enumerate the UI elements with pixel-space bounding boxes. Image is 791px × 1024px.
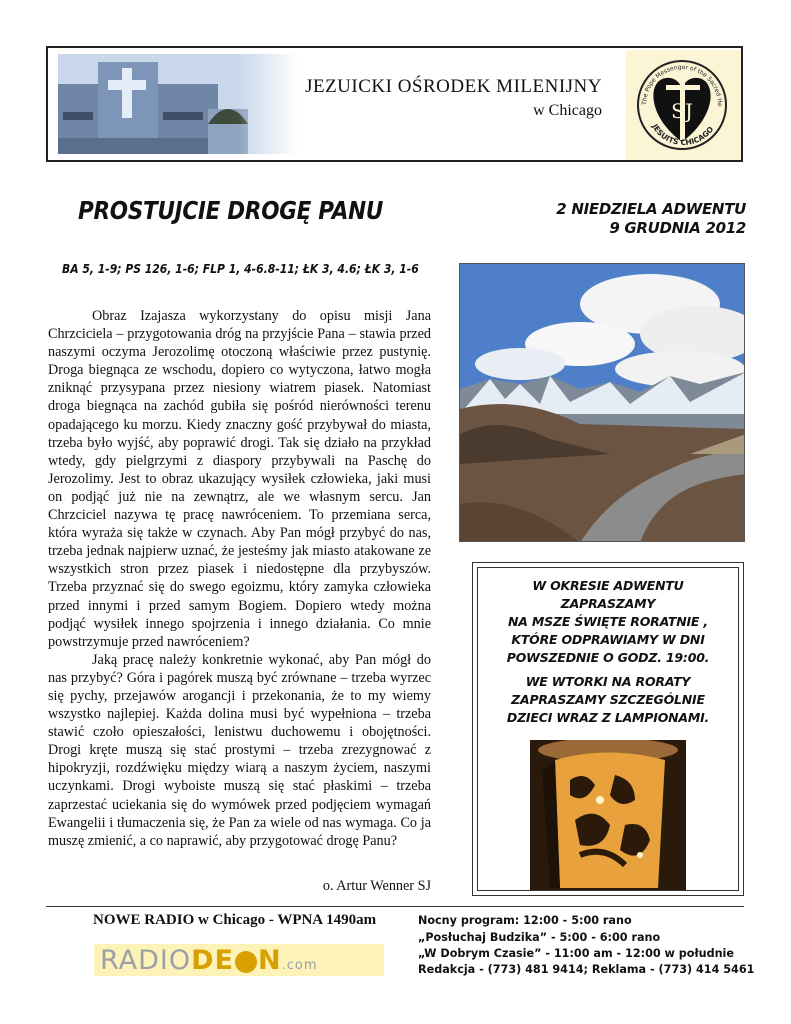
lantern-photo [530,740,686,890]
liturgical-day: 2 NIEDZIELA ADWENTU [556,200,746,218]
article-paragraph-2: Jaką pracę należy konkretnie wykonać, aby Pan mógł do nas przybyć? Góra i pagórek muszą być zrównane – trzeba wyrzec się pychy, przejawów arogancji i przekonania, że to my wiemy wszystko najlepiej. Każda dolina musi być wypełniona – trzeba stawić czoło opieszałości, lenistwu duchowemu i obojętności. Drogi kręte muszą się stać prostymi – trzeba zrezygnować z hipokryzji, rozdźwięku między wiarą a naszym życiem, naszymi uczynkami. Drogi wyboiste muszą się stać płaskimi – trzeba zaprzestać uciekania się do wymówek przed podjęciem wymagań Ewangelii i tłumaczenia się, że Pan za wiele od nas wymaga. Co ja muszę zmienić, a co naprawić, aby przygotować drogę Panu? [48,651,431,849]
radio-deon-logo [94,944,384,976]
notice-line-7: ZAPRASZAMY SZCZEGÓLNIE [511,692,705,707]
church-photo [58,54,298,154]
notice-line-8: DZIECI WRAZ Z LAMPIONAMI. [506,710,710,725]
notice-line-3: NA MSZE ŚWIĘTE RORATNIE , [508,614,708,629]
notice-line-5: POWSZEDNIE O GODZ. 19:00. [506,650,710,665]
notice-line-2: ZAPRASZAMY [560,596,656,611]
logo-arc-bottom-text: JESUITS CHICAGO [650,122,716,148]
header-title: JEZUICKI OŚRODEK MILENIJNY [305,76,602,97]
notice-line-6: WE WTORKI NA RORATY [525,674,691,689]
contact-phones: Redakcja - (773) 481 9414; Reklama - (773) 414 5461 [418,963,755,976]
schedule-night: Nocny program: 12:00 - 5:00 rano [418,914,632,927]
schedule-budzik: „Posłuchaj Budzika” - 5:00 - 6:00 rano [418,931,661,944]
advent-notice-box [472,562,744,896]
logo-arc-top-text: The Pope Messenger of the Sacred He [640,63,724,107]
article-title: PROSTUJCIE DROGĘ PANU [78,196,384,225]
mountain-road-photo [459,263,745,542]
notice-line-1: W OKRESIE ADWENTU [532,578,684,593]
article-body [48,307,431,850]
footer-divider [46,906,744,907]
header-banner [46,46,743,162]
article-paragraph-1: Obraz Izajasza wykorzystany do opisu misji Jana Chrzciciela – przygotowania dróg na przyjście Pana – stawia przed naszymi oczyma Jerozolimę otoczoną właściwie przez pustynię. Droga biegnąca ze wschodu, dopiero co wytyczona, łatwo mogła zniknąć przysypana przez niesiony wiatrem piasek. Natomiast droga biegnąca na zachód gubiła się pośród nierówności terenu opadającego ku morzu. Kiedy znaczny gość przybywał do miasta, trzeba było wyjść, aby poprawić drogi. Tak się działo na przykład wtedy, gdy pielgrzymi z diaspory przybywali na Paschę do Jerozolimy. Jest to obraz ukazujący wysiłek człowieka, jaki musi on podjąć już nie na zewnątrz, ale we własnym sercu. Jan Chrzciciel nazywa tę pracę nawróceniem. To przemiana serca, która wyraża się także w czynach. Aby Pan mógł przybyć do nas, trzeba jednak najpierw uznać, że jesteśmy jak miasto atakowane ze wszystkich stron przez piasek i niedostępne dla przybyszów. Trzeba przyznać się do swego egoizmu, który zamyka człowieka przed innymi i przed samym Bogiem. Dopiero wtedy można podjąć wysiłek innego spojrzenia i innego działania. Co mnie powstrzymuje przed nawróceniem? [48,308,431,650]
header-subtitle: w Chicago [533,102,602,119]
logo-letters: SJ [671,99,693,123]
scripture-readings: BA 5, 1-9; PS 126, 1-6; FLP 1, 4-6.8-11; ŁK 3, 4.6; ŁK 3, 1-6 [62,262,419,276]
radio-title: NOWE RADIO w Chicago - WPNA 1490am [93,912,377,928]
notice-line-4: KTÓRE ODPRAWIAMY W DNI [511,632,705,647]
jesuits-chicago-logo [626,50,741,160]
author-signature: o. Artur Wenner SJ [322,878,431,894]
radio-logo-text: RADIODE N.com [100,945,318,976]
advent-notice-inner [477,567,739,891]
article-date: 9 GRUDNIA 2012 [609,219,746,237]
schedule-dobry-czas: „W Dobrym Czasie” - 11:00 am - 12:00 w południe [418,947,734,960]
